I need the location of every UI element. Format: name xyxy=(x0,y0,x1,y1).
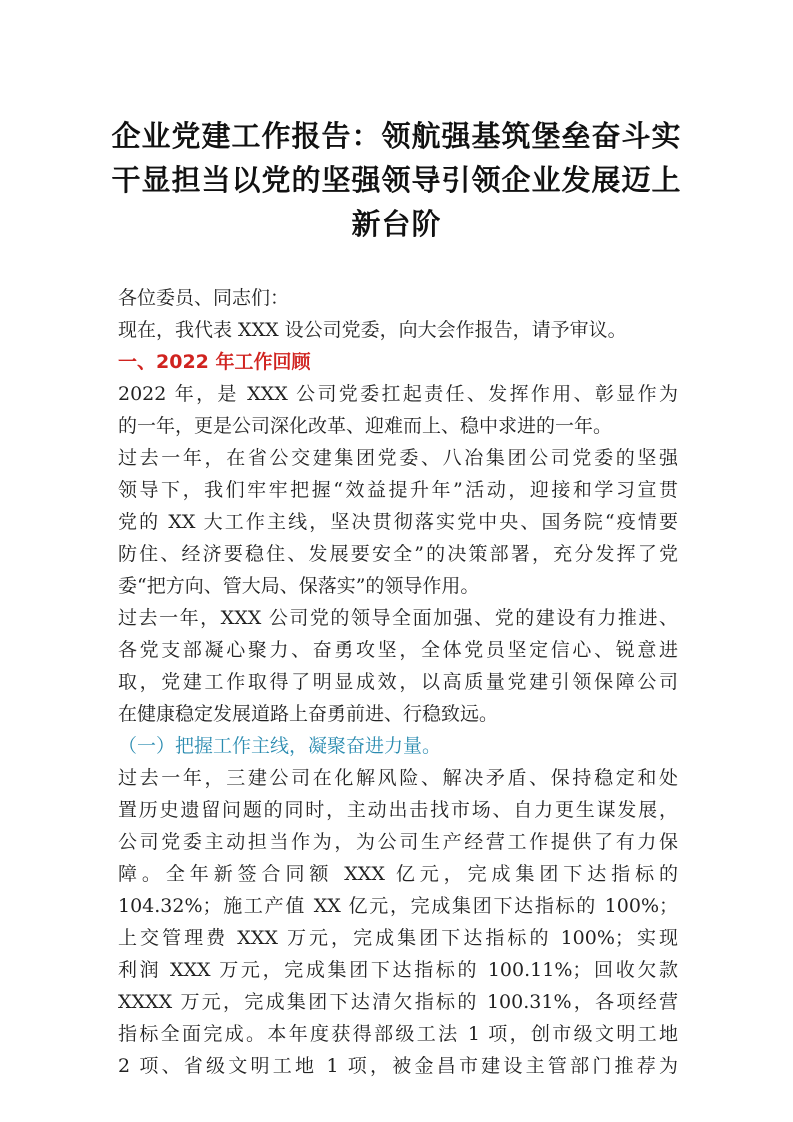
document-body xyxy=(118,282,678,1082)
paragraph-line: 104.32%；施工产值 XX 亿元，完成集团下达指标的 100%； xyxy=(118,895,678,917)
section-heading: 一、2022 年工作回顾 xyxy=(118,351,311,373)
paragraph-line: 各党支部凝心聚力、奋勇攻坚，全体党员坚定信心、锐意进 xyxy=(118,639,678,661)
paragraph-line: 公司党委主动担当作为，为公司生产经营工作提供了有力保 xyxy=(118,831,678,853)
paragraph-line: 过去一年，XXX 公司党的领导全面加强、党的建设有力推进、 xyxy=(118,607,678,629)
paragraph-line: 党的 XX 大工作主线，坚决贯彻落实党中央、国务院“疫情要 xyxy=(118,511,678,533)
paragraph-line: 障。全年新签合同额 XXX 亿元，完成集团下达指标的 xyxy=(118,863,678,885)
paragraph-line: 过去一年，在省公交建集团党委、八冶集团公司党委的坚强 xyxy=(118,447,678,469)
intro-paragraph: 现在，我代表 XXX 设公司党委，向大会作报告，请予审议。 xyxy=(118,319,627,341)
paragraph-line: 领导下，我们牢牢把握“效益提升年”活动，迎接和学习宣贯 xyxy=(118,479,678,501)
paragraph-line: 过去一年，三建公司在化解风险、解决矛盾、保持稳定和处 xyxy=(118,767,678,789)
title-line: 干显担当以党的坚强领导引领企业发展迈上 xyxy=(111,163,682,197)
title-line: 企业党建工作报告：领航强基筑堡垒奋斗实 xyxy=(111,119,682,153)
document-title xyxy=(108,114,685,246)
paragraph-line: 置历史遗留问题的同时，主动出击找市场、自力更生谋发展， xyxy=(118,799,678,821)
paragraph-line: 委“把方向、管大局、保落实”的领导作用。 xyxy=(118,575,480,597)
paragraph-line: 2 项、省级文明工地 1 项，被金昌市建设主管部门推荐为 xyxy=(118,1055,678,1077)
paragraph-line: 防住、经济要稳住、发展要安全”的决策部署，充分发挥了党 xyxy=(118,543,678,565)
salutation: 各位委员、同志们： xyxy=(118,287,290,309)
paragraph-line: 2022 年，是 XXX 公司党委扛起责任、发挥作用、彰显作为 xyxy=(118,383,678,405)
paragraph-line: 上交管理费 XXX 万元，完成集团下达指标的 100%；实现 xyxy=(118,927,678,949)
paragraph-line: XXXX 万元，完成集团下达清欠指标的 100.31%，各项经营 xyxy=(118,991,678,1013)
paragraph-line: 在健康稳定发展道路上奋勇前进、行稳致远。 xyxy=(118,703,499,725)
title-line: 新台阶 xyxy=(351,207,442,241)
subsection-heading: （一）把握工作主线，凝聚奋进力量。 xyxy=(118,735,442,757)
paragraph-line: 的一年，更是公司深化改革、迎难而上、稳中求进的一年。 xyxy=(118,415,613,437)
paragraph-line: 利润 XXX 万元，完成集团下达指标的 100.11%；回收欠款 xyxy=(118,959,678,981)
paragraph-line: 取，党建工作取得了明显成效，以高质量党建引领保障公司 xyxy=(118,671,678,693)
paragraph-line: 指标全面完成。本年度获得部级工法 1 项，创市级文明工地 xyxy=(118,1023,678,1045)
